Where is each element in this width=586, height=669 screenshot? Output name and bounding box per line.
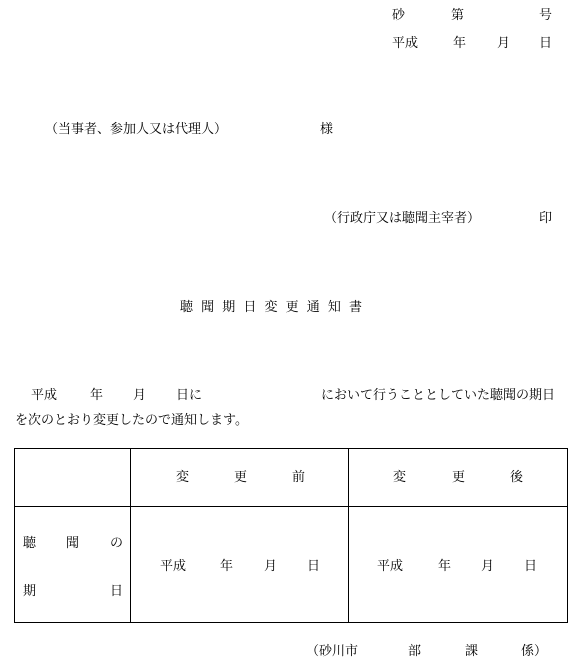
body-line2: を次のとおり変更したので通知します。 [15, 413, 248, 428]
before-date-year: 年 [220, 559, 234, 574]
footer-unit: 係） [521, 644, 548, 659]
row-label-char-2: 聞 [66, 536, 80, 551]
header-before-char-3: 前 [292, 470, 306, 485]
body-date-era: 平成 [31, 388, 58, 403]
header-date-day: 日 [539, 36, 553, 51]
header-before-char-2: 更 [234, 470, 248, 485]
before-date-era: 平成 [160, 559, 187, 574]
row-label-char-4: 期 [23, 584, 37, 599]
addressee-honorific: 様 [320, 122, 334, 137]
seal-mark: 印 [539, 211, 553, 226]
before-date-month: 月 [264, 559, 278, 574]
body-date-year: 年 [90, 388, 104, 403]
date-change-table [14, 448, 568, 623]
header-after-char-2: 更 [452, 470, 466, 485]
header-date-era: 平成 [392, 36, 419, 51]
doc-number-mid: 第 [451, 8, 465, 23]
before-date-day: 日 [307, 559, 321, 574]
footer-city: （砂川市 [306, 644, 359, 659]
sender-label: （行政庁又は聴聞主宰者） [324, 211, 481, 226]
after-date-day: 日 [524, 559, 538, 574]
after-date-year: 年 [438, 559, 452, 574]
doc-number-suffix: 号 [539, 8, 553, 23]
table-divider-2 [348, 449, 349, 622]
row-label-char-1: 聴 [23, 536, 37, 551]
after-date-era: 平成 [377, 559, 404, 574]
addressee-label: （当事者、参加人又は代理人） [45, 122, 228, 137]
header-date-year: 年 [453, 36, 467, 51]
document-title: 聴 聞 期 日 変 更 通 知 書 [180, 300, 365, 315]
row-label-char-3: の [110, 536, 124, 551]
table-header-divider [15, 506, 567, 507]
header-date-month: 月 [497, 36, 511, 51]
body-line1-rest: において行うこととしていた聴聞の期日 [321, 388, 556, 403]
after-date-month: 月 [481, 559, 495, 574]
header-after-char-3: 後 [510, 470, 524, 485]
footer-dept: 部 [408, 644, 422, 659]
body-date-day: 日に [176, 388, 203, 403]
header-after-char-1: 変 [393, 470, 407, 485]
row-label-char-5: 日 [110, 584, 124, 599]
footer-section: 課 [465, 644, 479, 659]
table-divider-1 [130, 449, 131, 622]
doc-number-prefix: 砂 [392, 8, 406, 23]
header-before-char-1: 変 [176, 470, 190, 485]
body-date-month: 月 [133, 388, 147, 403]
